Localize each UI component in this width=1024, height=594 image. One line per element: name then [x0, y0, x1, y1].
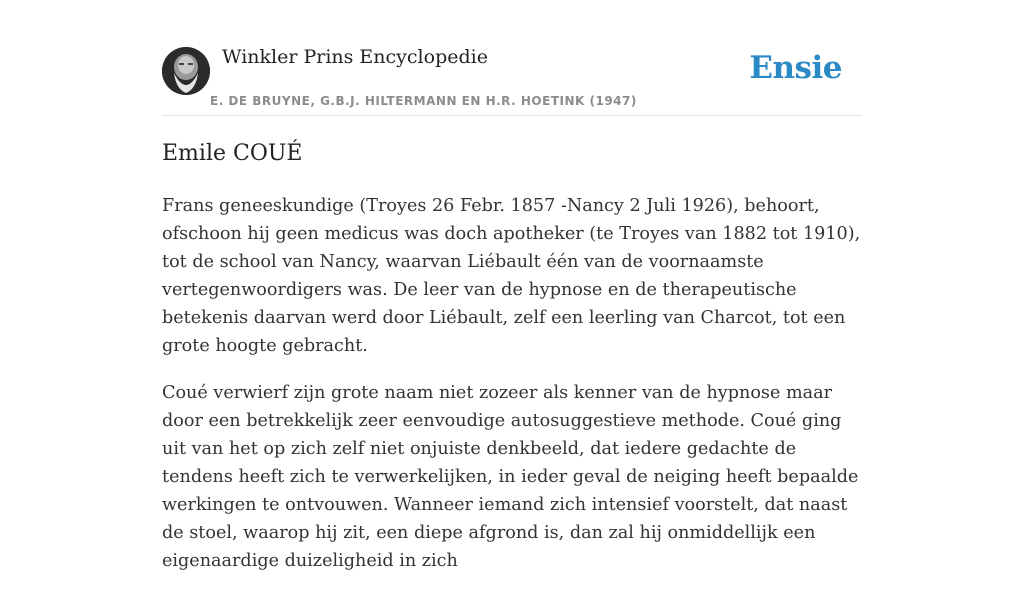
- site-title[interactable]: Winkler Prins Encyclopedie: [222, 46, 488, 68]
- site-header: [162, 0, 862, 116]
- paragraph: Coué verwierf zijn grote naam niet zozeer als kenner van de hypnose maar door een betrekkelijk zeer eenvoudige autosuggestieve methode. Coué ging uit van het op zich zelf niet onjuiste denkbeeld, dat iedere gedachte de tendens heeft zich te verwerkelijken, in ieder geval de neiging heeft bepaalde werkingen te ontvouwen. Wanneer iemand zich intensief voorstelt, dat naast de stoel, waarop hij zit, een diepe afgrond is, dan zal hij onmiddellijk een eigenaardige duizeligheid in zich: [162, 383, 859, 571]
- page: [162, 0, 862, 571]
- ensie-logo[interactable]: Ensie: [749, 50, 842, 86]
- author-portrait-icon[interactable]: [162, 47, 210, 95]
- article-body: [162, 192, 862, 594]
- article-title: Emile COUÉ: [162, 141, 303, 166]
- paragraph: Frans geneeskundige (Troyes 26 Febr. 1857 -Nancy 2 Juli 1926), behoort, ofschoon hij geen medicus was doch apotheker (te Troyes van 1882 tot 1910), tot de school van Nancy, waarvan Liébault één van de voornaamste vertegenwoordigers was. De leer van de hypnose en de therapeutische betekenis daarvan werd door Liébault, zelf een leerling van Charcot, tot een grote hoogte gebracht.: [162, 196, 861, 356]
- authors-line: E. DE BRUYNE, G.B.J. HILTERMANN EN H.R. HOETINK (1947): [210, 94, 637, 108]
